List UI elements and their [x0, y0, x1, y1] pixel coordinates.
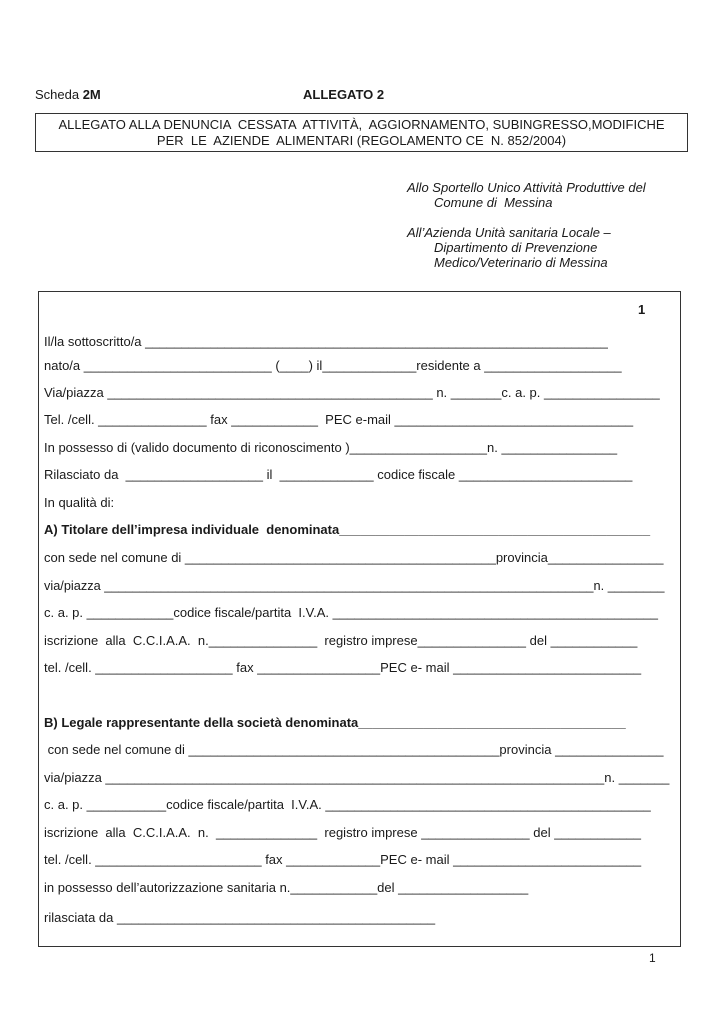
line-a-sede: con sede nel comune di ___________________________________________provincia________________: [44, 550, 664, 565]
line-a-titolare: A) Titolare dell’impresa individuale denominata___________________________________________: [44, 522, 651, 537]
recipient-1-line-2: Comune di Messina: [434, 195, 553, 210]
line-a-via: via/piazza _____________________________________________________________________n. ________: [44, 578, 665, 593]
document-title-line-2: PER LE AZIENDE ALIMENTARI (REGOLAMENTO CE N. 852/2004): [156, 133, 567, 148]
line-b-tel: tel. /cell. _______________________ fax _____________PEC e- mail __________________________: [44, 852, 642, 867]
recipient-2-line-3: Medico/Veterinario di Messina: [434, 255, 608, 270]
line-rilasciata-da: rilasciata da ____________________________________________: [44, 910, 436, 925]
document-title-line-1: ALLEGATO ALLA DENUNCIA CESSATA ATTIVITÀ, AGGIORNAMENTO, SUBINGRESSO,MODIFICHE: [58, 117, 665, 132]
line-a-tel: tel. /cell. ___________________ fax _________________PEC e- mail __________________________: [44, 660, 642, 675]
line-b-cap: c. a. p. ___________codice fiscale/partita I.V.A. _____________________________________________: [44, 797, 651, 812]
line-b-via: via/piazza _____________________________________________________________________n. _______: [44, 770, 670, 785]
line-autorizzazione: in possesso dell’autorizzazione sanitaria n.____________del __________________: [44, 880, 529, 895]
line-rilasciato: Rilasciato da ___________________ il _____________ codice fiscale ________________________: [44, 467, 633, 482]
page-number: 1: [649, 951, 656, 965]
line-sottoscritto: Il/la sottoscritto/a ________________________________________________________________: [44, 334, 608, 349]
scheda-code: 2M: [82, 87, 101, 102]
allegato-label: ALLEGATO 2: [303, 87, 385, 102]
line-b-cciaa: iscrizione alla C.C.I.A.A. n. ______________ registro imprese _______________ del ____________: [44, 825, 641, 840]
line-a-cap: c. a. p. ____________codice fiscale/partita I.V.A. _____________________________________________: [44, 605, 658, 620]
scheda-label-text: Scheda: [35, 87, 83, 102]
line-b-sede: con sede nel comune di ___________________________________________provincia _______________: [44, 742, 664, 757]
recipient-2-line-1: All’Azienda Unità sanitaria Locale –: [407, 225, 611, 240]
scheda-label: [35, 87, 101, 102]
line-nato: nato/a __________________________ (____) il_____________residente a ___________________: [44, 358, 622, 373]
recipient-2-line-2: Dipartimento di Prevenzione: [434, 240, 598, 255]
recipient-1-line-1: Allo Sportello Unico Attività Produttive del: [407, 180, 646, 195]
line-documento: In possesso di (valido documento di riconoscimento )___________________n. ________________: [44, 440, 618, 455]
line-via-piazza: Via/piazza _____________________________________________ n. _______c. a. p. ________________: [44, 385, 660, 400]
form-box-number: 1: [638, 302, 646, 317]
line-qualita: In qualità di:: [44, 495, 115, 510]
line-a-cciaa: iscrizione alla C.C.I.A.A. n._______________ registro imprese_______________ del ____________: [44, 633, 638, 648]
line-b-legale: B) Legale rappresentante della società denominata_____________________________________: [44, 715, 626, 730]
document-title-box: [35, 113, 688, 152]
line-tel: Tel. /cell. _______________ fax ____________ PEC e-mail _________________________________: [44, 412, 634, 427]
